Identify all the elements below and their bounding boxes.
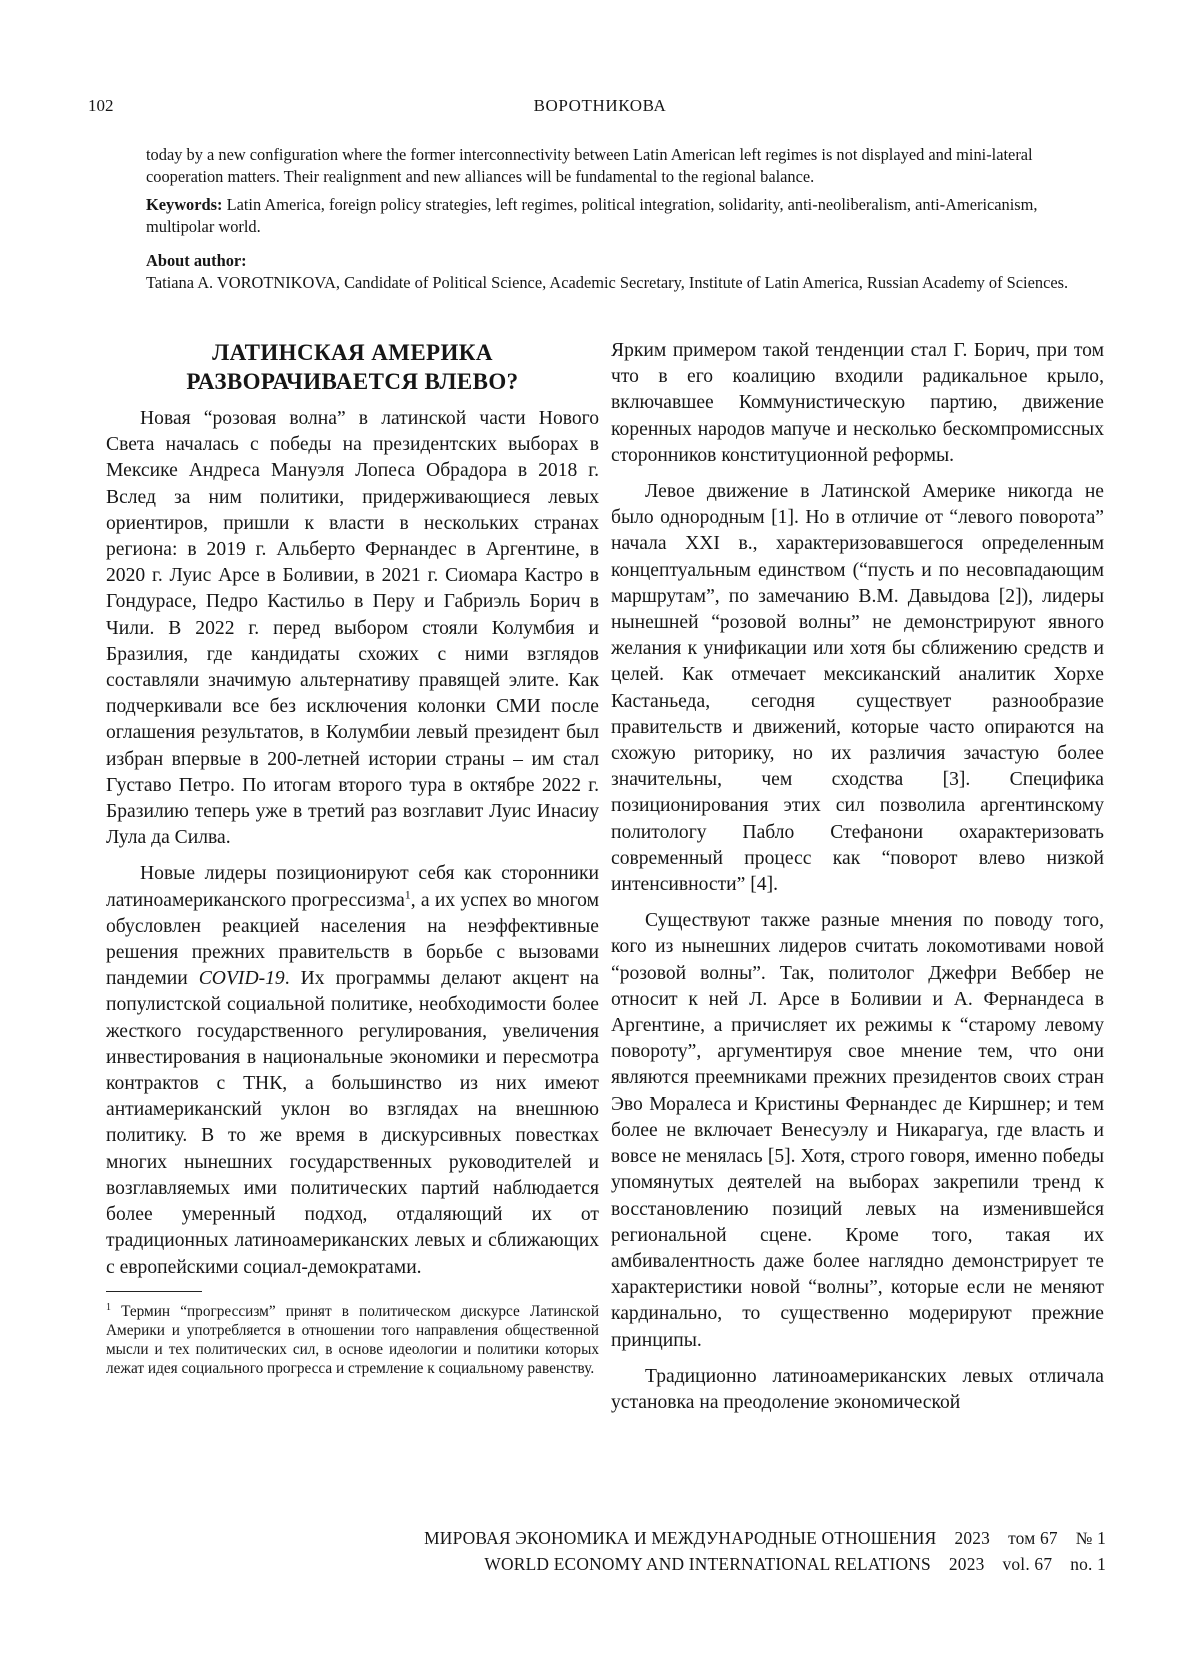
author-info: Tatiana A. VOROTNIKOVA, Candidate of Political Science, Academic Secretary, Institute of Latin America, Russian Academy of Sciences. (146, 273, 1069, 292)
footer-issue: no. 1 (1070, 1554, 1106, 1574)
abstract-block (146, 144, 1106, 294)
paragraph (106, 861, 599, 1280)
keywords-text: Latin America, foreign policy strategies, left regimes, political integration, solidarity, anti-neoliberalism, anti-Americanism, multipolar world. (146, 195, 1038, 236)
footnote-text: Термин “прогрессизм” принят в политическом дискурсе Латинской Америки и употребляется в отношении того направления общественной мысли и тех политических сил, в основе идеологии и политики которых лежат идея социального прогресса и стремление к социальному равенству. (106, 1302, 599, 1377)
keywords-line (146, 194, 1106, 238)
paragraph: Новая “розовая волна” в латинской части Нового Света началась с победы на президентских выборах в Мексике Андреса Мануэля Лопеса Обрадора в 2018 г. Вслед за ним политики, придерживающиеся левых ориентиров, пришли к власти в нескольких странах региона: в 2019 г. Альберто Фернандес в Аргентине, в 2020 г. Луис Арсе в Боливии, в 2021 г. Сиомара Кастро в Гондурасе, Педро Кастильо в Перу и Габриэль Борич в Чили. В 2022 г. перед выбором стояли Колумбия и Бразилия, где кандидаты схожих с ними взглядов составляли значимую альтернативу правящей элите. Как подчеркивали все без исключения колонки СМИ после оглашения результатов, в Колумбии левый президент был избран впервые в 200-летней истории страны – им стал Густаво Петро. По итогам второго тура в октябре 2022 г. Бразилию теперь уже в третий раз возглавит Луис Инасиу Лула да Силва. (106, 408, 599, 849)
footer-issue: № 1 (1075, 1528, 1106, 1548)
running-head (0, 96, 1200, 122)
paragraph: Левое движение в Латинской Америке никогда не было однородным [1]. Но в отличие от “левого поворота” начала XXI в., характеризовавшегося определенным концептуальным единством (“пусть и по несовпадающим маршрутам”, по замечанию В.М. Давыдова [2]), лидеры нынешней “розовой волны” не демонстрируют явного желания к унификации или хотя бы сближению средств и целей. Как отмечает мексиканский аналитик Хорхе Кастаньеда, сегодня существует разнообразие правительств и движений, которые часто опираются на схожую риторику, но их различия зачастую более значительны, чем сходства [3]. Специфика позиционирования этих сил позволила аргентинскому политологу Пабло Стефанони охарактеризовать современный процесс как “поворот влево низкой интенсивности” [4]. (611, 481, 1104, 896)
journal-title-ru: МИРОВАЯ ЭКОНОМИКА И МЕЖДУНАРОДНЫЕ ОТНОШЕНИЯ (424, 1528, 937, 1548)
section-title-line-1: ЛАТИНСКАЯ АМЕРИКА (212, 340, 493, 365)
left-column (106, 338, 599, 1388)
abstract-text: today by a new configuration where the former interconnectivity between Latin American left regimes is not displayed and mini-lateral cooperation matters. Their realignment and new alliances will be fundamental to the regional balance. (146, 145, 1033, 186)
about-author-label: About author: (146, 251, 247, 270)
section-title (106, 338, 599, 396)
paragraph-text: Новые лидеры позиционируют себя как сторонники латиноамериканского прогрессизма (106, 863, 599, 911)
footnote-reference: 1 (404, 887, 411, 902)
paragraph: Ярким примером такой тенденции стал Г. Борич, при том что в его коалицию входили радикальное крыло, включавшее Коммунистическую партию, движение коренных народов мапуче и несколько бескомпромиссных сторонников конституционной реформы. (611, 340, 1104, 466)
footer-year: 2023 (948, 1554, 985, 1574)
footer-volume: том 67 (1008, 1528, 1058, 1548)
footnote-number: 1 (106, 1301, 111, 1313)
footer-line-russian (424, 1528, 1106, 1549)
paragraph-text: . Их программы делают акцент на популистской социальной политике, необходимости более жесткого государственного регулирования, увеличения инвестирования в национальные экономики и пересмотра контрактов с ТНК, а большинство из них имеют антиамериканский уклон во взглядах на внешнюю политику. В то же время в дискурсивных повестках многих нынешних государственных руководителей и возглавляемых ими политических партий наблюдается более умеренный подход, отдаляющий их от традиционных латиноамериканских левых и сближающих с европейскими социал-демократами. (106, 968, 599, 1278)
section-title-line-2: РАЗВОРАЧИВАЕТСЯ ВЛЕВО? (186, 369, 519, 394)
footer-year: 2023 (954, 1528, 991, 1548)
page-number: 102 (88, 96, 114, 115)
footer-volume: vol. 67 (1002, 1554, 1053, 1574)
paragraph: Традиционно латиноамериканских левых отличала установка на преодоление экономической (611, 1365, 1104, 1413)
footnote (106, 1298, 599, 1378)
running-title: ВОРОТНИКОВА (533, 96, 667, 115)
paragraph-text: , а их успех во многом обусловлен реакцией населения на неэффективные решения прежних правительств в борьбе с вызовами пандемии (106, 889, 599, 990)
keywords-label: Keywords: (146, 195, 223, 214)
footer-line-english (484, 1554, 1106, 1575)
italic-term: COVID-19 (198, 968, 285, 990)
about-author (146, 250, 1106, 294)
right-column (611, 338, 1104, 1426)
footnote-divider (106, 1291, 202, 1292)
paragraph: Существуют также разные мнения по поводу того, кого из нынешних лидеров считать локомотивами новой “розовой волны”. Так, политолог Джефри Веббер не относит к ней Л. Арсе в Боливии и А. Фернандеса в Аргентине, а причисляет их режимы к “старому левому повороту”, аргументируя свое мнение тем, что они являются преемниками прежних президентов своих стран Эво Моралеса и Кристины Фернандес де Киршнер; и тем более не включает Венесуэлу и Никарагуа, где власть и вовсе не менялась [5]. Хотя, строго говоря, именно победы упомянутых деятелей на выборах закрепили тренд к восстановлению позиций левых на изменившейся региональной сцене. Кроме того, такая их амбивалентность даже более наглядно демонстрирует те характеристики новой “волны”, которые если не меняют кардинально, то существенно модерируют прежние принципы. (611, 910, 1104, 1351)
journal-title-en: WORLD ECONOMY AND INTERNATIONAL RELATIONS (484, 1554, 931, 1574)
